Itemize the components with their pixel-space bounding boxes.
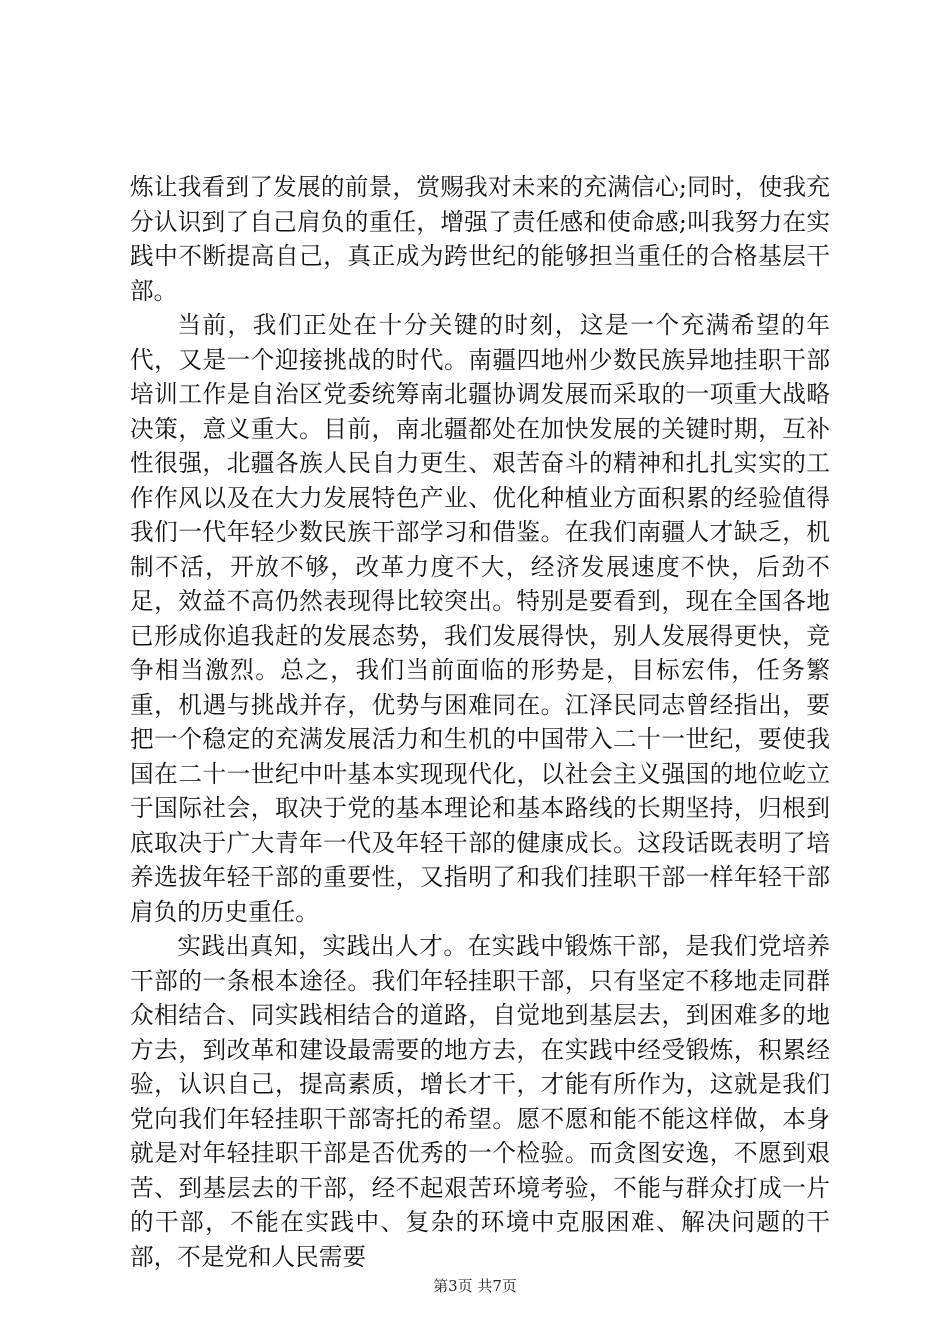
paragraph-continuation: 炼让我看到了发展的前景，赏赐我对未来的充满信心;同时，使我充分认识到了自己肩负的重任，增强了责任感和使命感;叫我努力在实践中不断提高自己，真正成为跨世纪的能够担当重任的合格基层干部。	[130, 173, 830, 305]
paragraph-current-situation: 当前，我们正处在十分关键的时刻，这是一个充满希望的年代，又是一个迎接挑战的时代。南疆四地州少数民族异地挂职干部培训工作是自治区党委统筹南北疆协调发展而采取的一项重大战略决策，意义重大。目前，南北疆都处在加快发展的关键时期，互补性很强，北疆各族人民自力更生、艰苦奋斗的精神和扎扎实实的工作作风以及在大力发展特色产业、优化种植业方面积累的经验值得我们一代年轻少数民族干部学习和借鉴。在我们南疆人才缺乏，机制不活，开放不够，改革力度不大，经济发展速度不快，后劲不足，效益不高仍然表现得比较突出。特别是要看到，现在全国各地已形成你追我赶的发展态势，我们发展得快，别人发展得更快，竞争相当激烈。总之，我们当前面临的形势是，目标宏伟，任务繁重，机遇与挑战并存，优势与困难同在。江泽民同志曾经指出，要把一个稳定的充满发展活力和生机的中国带入二十一世纪，要使我国在二十一世纪中叶基本实现现代化，以社会主义强国的地位屹立于国际社会，取决于党的基本理论和基本路线的长期坚持，归根到底取决于广大青年一代及年轻干部的健康成长。这段话既表明了培养选拔年轻干部的重要性，又指明了和我们挂职干部一样年轻干部肩负的历史重任。	[130, 311, 830, 926]
document-body	[130, 170, 830, 1274]
paragraph-practice: 实践出真知，实践出人才。在实践中锻炼干部，是我们党培养干部的一条根本途径。我们年轻挂职干部，只有坚定不移地走同群众相结合、同实践相结合的道路，自觉地到基层去，到困难多的地方去，到改革和建设最需要的地方去，在实践中经受锻炼，积累经验，认识自己，提高素质，增长才干，才能有所作为，这就是我们党向我们年轻挂职干部寄托的希望。愿不愿和能不能这样做，本身就是对年轻挂职干部是否优秀的一个检验。而贪图安逸，不愿到艰苦、到基层去的干部，经不起艰苦环境考验，不能与群众打成一片的干部，不能在实践中、复杂的环境中克服困难、解决问题的干部，不是党和人民需要	[130, 932, 830, 1271]
page-number-footer: 第3页 共7页	[433, 1277, 517, 1295]
